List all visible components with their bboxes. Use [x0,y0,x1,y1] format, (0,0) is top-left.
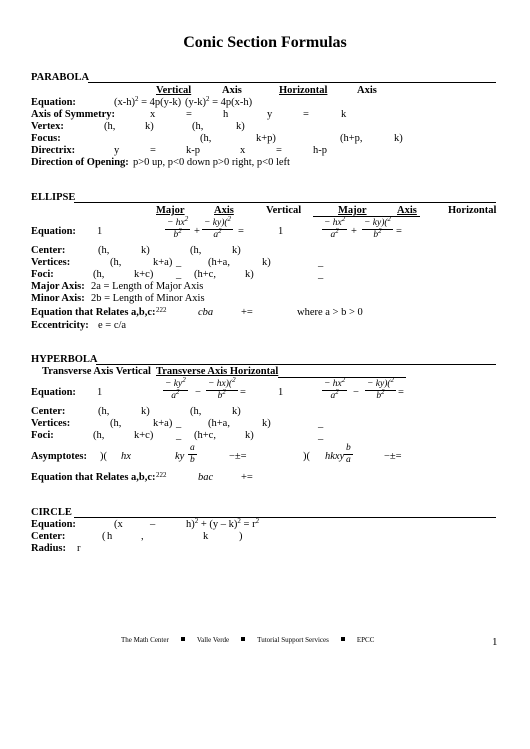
ellipse-center-label: Center: [31,245,66,256]
circle-eq-rest: $h)^2 + (y - k)^2 = r^2$ [186,517,260,530]
footer-item-valle-verde: Valle Verde [196,636,230,644]
parabola-col-vertical: Vertical [156,85,192,96]
hyperbola-as1-paren: )( [100,451,107,462]
hyperbola-sub2: Transverse Axis Horizontal [156,366,279,377]
parabola-vertex-h-a: (h, [192,121,204,132]
ellipse-major-text: 2a = Length of Major Axis [91,281,204,292]
ellipse-frac4: $\frac{- ky)(^2}{b^2}$ [364,215,392,240]
ellipse-vertices-a: (h, [110,257,122,268]
ellipse-center-d: k) [232,245,241,256]
ellipse-center-a: (h, [98,245,110,256]
hyperbola-vertices-label: Vertices: [31,418,71,429]
parabola-dir-x: x [240,145,246,156]
circle-radius-val: r [77,543,81,554]
hyperbola-vertices-b: k+a) [153,418,173,429]
hyperbola-foci-d: (h+c, [194,430,216,441]
ellipse-foci-c: _ [176,269,182,280]
parabola-opening-text: p>0 up, p<0 down p>0 right, p<0 left [133,157,290,168]
hyperbola-foci-b: k+c) [134,430,154,441]
ellipse-axis1: Axis [214,205,234,216]
ellipse-vertices-label: Vertices: [31,257,71,268]
hyperbola-eq-sign2: = [398,387,404,398]
footer-item-math-center: The Math Center [121,636,169,644]
circle-equation-label: Equation: [31,519,76,530]
hyperbola-rule [96,364,496,365]
circle-center-c: , [141,531,144,542]
ellipse-ecc-text: e = c/a [98,320,127,331]
ellipse-vertices-b: k+a) [153,257,173,268]
hyperbola-center-c: (h, [190,406,202,417]
ellipse-frac3: $\frac{- hx^2}{a^2}$ [324,215,346,240]
hyperbola-relate-sup: 222 [156,471,167,479]
ellipse-relate-where: where a > b > 0 [297,307,363,318]
parabola-rule [88,82,496,83]
parabola-dir-y: y [114,145,120,156]
hyperbola-vertices-d: (h+a, [208,418,230,429]
page-number: 1 [492,636,498,648]
parabola-axis-eq1: = [186,109,192,120]
ellipse-frac1: $\frac{- hx^2}{b^2}$ [167,215,189,240]
ellipse-foci-d: (h+c, [194,269,216,280]
hyperbola-minus2: − [353,387,359,398]
hyperbola-frac1: $\frac{- ky^2}{a^2}$ [165,376,186,401]
parabola-vertex-h-b: k) [236,121,245,132]
hyperbola-relate-label: Equation that Relates a,b,c: [31,472,156,483]
ellipse-foci-a: (h, [93,269,105,280]
ellipse-vertices-f: _ [318,257,324,268]
hyperbola-as2-frac: $\frac{b}{a}$ [346,443,351,465]
ellipse-eq-sign2: = [396,226,402,237]
ellipse-vertical: Vertical [266,205,302,216]
hyperbola-frac3: $\frac{- hx^2}{a^2}$ [324,376,346,401]
ellipse-relate-label: Equation that Relates a,b,c: [31,307,156,318]
ellipse-vertices-e: k) [262,257,271,268]
hyperbola-equation-label: Equation: [31,387,76,398]
bullet-icon [181,637,185,641]
parabola-focus-v-a: (h, [200,133,212,144]
hyperbola-as2-paren: )( [303,451,310,462]
ellipse-eq-one2: 1 [278,226,284,237]
hyperbola-eq-one2: 1 [278,387,284,398]
hyperbola-as2-hxky: hkxy [325,451,345,462]
parabola-focus-v-b: k+p) [256,133,276,144]
page-title: Conic Section Formulas [183,34,347,51]
ellipse-major2: Major [338,205,367,216]
circle-heading: CIRCLE [31,507,72,518]
ellipse-frac2: $\frac{- ky)(^2}{a^2}$ [204,215,232,240]
bullet-icon [241,637,245,641]
ellipse-center-c: (h, [190,245,202,256]
parabola-col-horizontal: Horizontal [279,85,328,96]
hyperbola-heading: HYPERBOLA [31,354,98,365]
parabola-axis-x: x [150,109,156,120]
ellipse-relate-cba: cba [198,307,214,318]
ellipse-major-label: Major Axis: [31,281,85,292]
footer [121,634,374,646]
ellipse-foci-label: Foci: [31,269,54,280]
hyperbola-as1-hx: hx [121,451,131,462]
ellipse-heading: ELLIPSE [31,192,76,203]
hyperbola-relate-bac: bac [198,472,214,483]
parabola-focus-h-b: k) [394,133,403,144]
hyperbola-as1-pm: −±= [229,451,247,462]
hyperbola-eq-one1: 1 [97,387,103,398]
circle-center-e: ) [239,531,243,542]
circle-eq-a: (x [114,519,123,530]
parabola-dir-kp: k-p [186,145,200,156]
ellipse-axis2: Axis [397,205,417,216]
hyperbola-center-b: k) [141,406,150,417]
ellipse-vertices-d: (h+a, [208,257,230,268]
footer-item-tutorial: Tutorial Support Services [257,636,329,644]
hyperbola-center-a: (h, [98,406,110,417]
parabola-focus-h-a: (h+p, [340,133,363,144]
hyperbola-foci-f: _ [318,430,324,441]
ellipse-plus2: + [351,226,357,237]
hyperbola-eq-sign1: = [240,387,246,398]
hyperbola-sub1: Transverse Axis Vertical [42,366,151,377]
ellipse-eq-one1: 1 [97,226,103,237]
ellipse-foci-b: k+c) [134,269,154,280]
hyperbola-foci-e: k) [245,430,254,441]
hyperbola-center-d: k) [232,406,241,417]
ellipse-eq-sign1: = [238,226,244,237]
ellipse-minor-text: 2b = Length of Minor Axis [91,293,205,304]
bullet-icon [341,637,345,641]
footer-item-epcc: EPCC [356,636,375,644]
hyperbola-foci-a: (h, [93,430,105,441]
ellipse-rule [74,202,496,203]
hyperbola-minus1: − [195,387,201,398]
parabola-equation-label: Equation: [31,97,76,108]
circle-eq-b: – [150,519,156,530]
parabola-dir-hp: h-p [313,145,327,156]
parabola-axis-eq2: = [303,109,309,120]
hyperbola-foci-c: _ [176,430,182,441]
hyperbola-vertices-a: (h, [110,418,122,429]
parabola-vertex-v-a: (h, [104,121,116,132]
ellipse-center-b: k) [141,245,150,256]
hyperbola-center-label: Center: [31,406,66,417]
parabola-dir-eq2: = [276,145,282,156]
parabola-eq-horizontal: $(y-k)^2 = 4p(x-h)$ [185,95,253,108]
ellipse-equation-label: Equation: [31,226,76,237]
parabola-vertex-label: Vertex: [31,121,64,132]
parabola-eq-vertical: $(x-h)^2 = 4p(y-k)$ [114,95,182,108]
hyperbola-frac4: $\frac{- ky)(^2}{b^2}$ [367,376,395,401]
parabola-focus-label: Focus: [31,133,61,144]
ellipse-foci-e: k) [245,269,254,280]
ellipse-vertices-c: _ [176,257,182,268]
parabola-vertex-v-b: k) [145,121,154,132]
parabola-col-axis1: Axis [222,85,242,96]
ellipse-minor-label: Minor Axis: [31,293,85,304]
parabola-axis-k: k [341,109,347,120]
parabola-axis-y: y [267,109,273,120]
parabola-axis-h: h [223,109,229,120]
hyperbola-vertices-c: _ [176,418,182,429]
ellipse-foci-f: _ [318,269,324,280]
hyperbola-relate-pm: += [241,472,253,483]
ellipse-sub-rule [313,216,420,217]
parabola-opening-label: Direction of Opening: [31,157,129,168]
hyperbola-frac2: $\frac{- hx)(^2}{b^2}$ [208,376,236,401]
ellipse-relate-sup: 222 [156,306,167,314]
parabola-col-axis2: Axis [357,85,377,96]
hyperbola-vertices-f: _ [318,418,324,429]
parabola-axis-label: Axis of Symmetry: [31,109,115,120]
ellipse-major1: Major [156,205,185,216]
circle-center-b: h [107,531,113,542]
hyperbola-as1-ky: ky [175,451,185,462]
ellipse-horizontal: Horizontal [448,205,497,216]
hyperbola-as1-frac: $\frac{a}{b}$ [190,443,195,465]
circle-center-d: k [203,531,209,542]
ellipse-ecc-label: Eccentricity: [31,320,89,331]
parabola-directrix-label: Directrix: [31,145,76,156]
circle-rule [74,517,496,518]
ellipse-relate-pm: += [241,307,253,318]
parabola-dir-eq1: = [150,145,156,156]
circle-center-label: Center: [31,531,66,542]
hyperbola-as2-pm: −±= [384,451,402,462]
circle-center-a: ( [102,531,106,542]
hyperbola-asym-label: Asymptotes: [31,451,87,462]
parabola-heading: PARABOLA [31,72,90,83]
hyperbola-foci-label: Foci: [31,430,54,441]
ellipse-plus1: + [194,226,200,237]
hyperbola-vertices-e: k) [262,418,271,429]
circle-radius-label: Radius: [31,543,67,554]
